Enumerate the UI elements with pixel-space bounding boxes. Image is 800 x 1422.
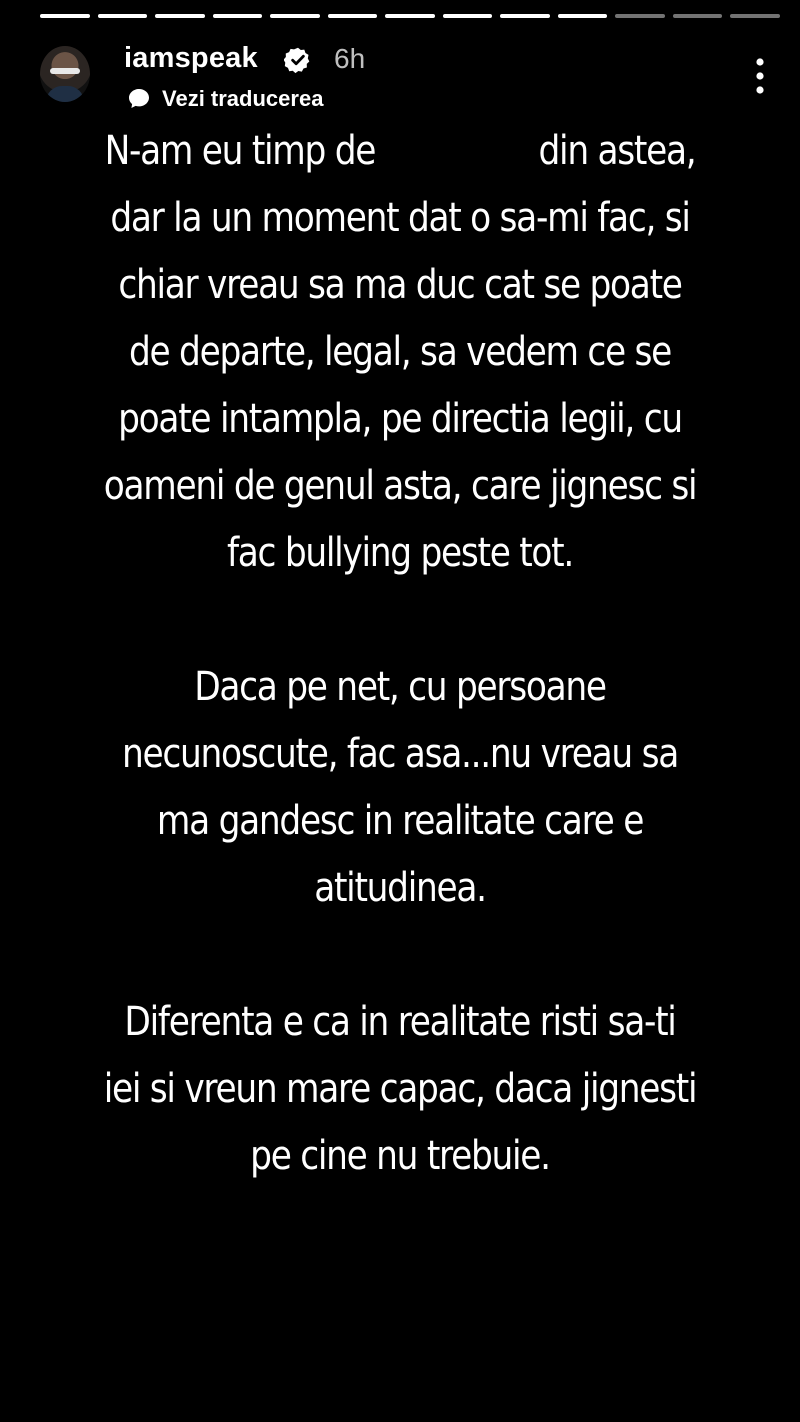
progress-segment bbox=[270, 14, 320, 18]
story-line bbox=[73, 118, 727, 185]
username[interactable]: iamspeak bbox=[124, 42, 258, 74]
verified-badge-icon bbox=[284, 46, 312, 74]
story-header bbox=[40, 42, 770, 112]
story-line: iei si vreun mare capac, daca jignesti bbox=[103, 1066, 697, 1112]
story-line-part: N-am eu timp de bbox=[104, 128, 376, 174]
story-line: Daca pe net, cu persoane bbox=[194, 664, 606, 710]
avatar-shirt bbox=[46, 86, 84, 102]
more-vertical-icon[interactable] bbox=[750, 56, 770, 96]
story-line: atitudinea. bbox=[314, 865, 486, 911]
progress-segment bbox=[558, 14, 608, 18]
translate-icon bbox=[126, 87, 152, 111]
story-line-part: din astea, bbox=[538, 128, 696, 174]
paragraph-spacer bbox=[73, 922, 727, 989]
progress-segment bbox=[213, 14, 263, 18]
progress-segment bbox=[615, 14, 665, 18]
progress-segment bbox=[40, 14, 90, 18]
progress-segment bbox=[385, 14, 435, 18]
story-line: pe cine nu trebuie. bbox=[250, 1133, 550, 1179]
story-line: poate intampla, pe directia legii, cu bbox=[118, 396, 682, 442]
avatar-glasses bbox=[50, 68, 80, 74]
progress-segment bbox=[500, 14, 550, 18]
story-line: oameni de genul asta, care jignesc si bbox=[103, 463, 697, 509]
story-text bbox=[73, 118, 727, 1190]
post-time: 6h bbox=[334, 43, 366, 74]
progress-segment bbox=[443, 14, 493, 18]
see-translation-button[interactable] bbox=[126, 86, 323, 112]
story-line: de departe, legal, sa vedem ce se bbox=[128, 329, 672, 375]
story-line: chiar vreau sa ma duc cat se poate bbox=[118, 262, 682, 308]
paragraph-spacer bbox=[73, 587, 727, 654]
avatar[interactable] bbox=[40, 46, 90, 102]
story-line: dar la un moment dat o sa-mi fac, si bbox=[110, 195, 690, 241]
story-line: fac bullying peste tot. bbox=[226, 530, 574, 576]
story-line: ma gandesc in realitate care e bbox=[156, 798, 644, 844]
see-translation-label: Vezi traducerea bbox=[162, 86, 324, 111]
progress-segment bbox=[155, 14, 205, 18]
story-line: Diferenta e ca in realitate risti sa-ti bbox=[124, 999, 676, 1045]
progress-segment bbox=[98, 14, 148, 18]
story-line: necunoscute, fac asa...nu vreau sa bbox=[121, 731, 679, 777]
progress-segment bbox=[673, 14, 723, 18]
progress-segment bbox=[730, 14, 780, 18]
story-progress-bar bbox=[40, 14, 780, 20]
progress-segment bbox=[328, 14, 378, 18]
